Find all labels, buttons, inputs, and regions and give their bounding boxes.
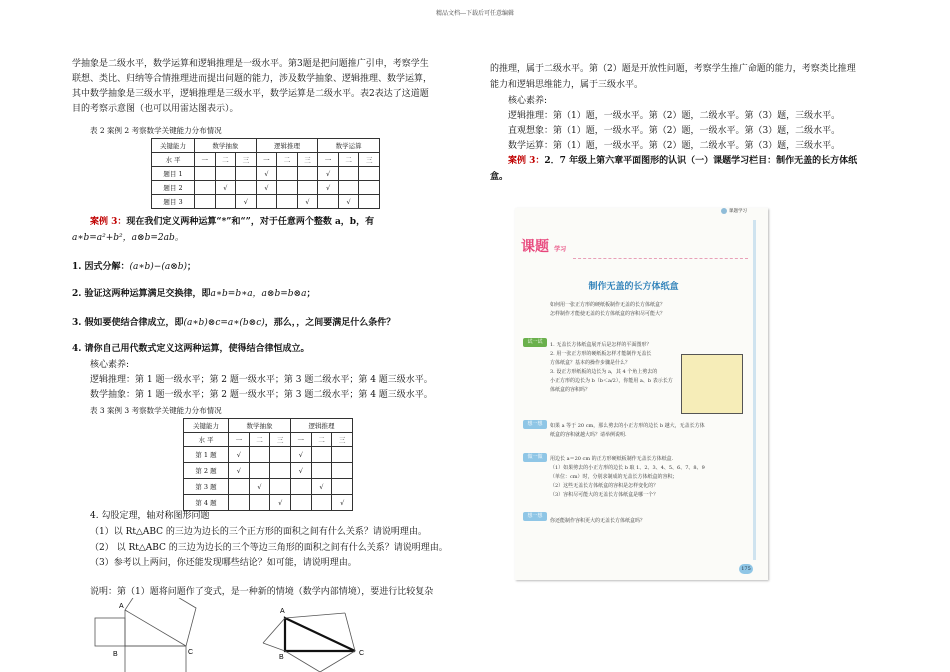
section-3 bbox=[550, 455, 705, 500]
table-row bbox=[152, 195, 380, 209]
badge-subtitle: 学习 bbox=[554, 246, 567, 253]
check-cell bbox=[195, 181, 216, 195]
section-line: 3. 设正方形纸板的边长为 a，其 4 个角上剪去的 bbox=[550, 369, 658, 375]
intro-line: 学抽象是二级水平，数学运算和逻辑推理是一级水平。第3题是把问题推广引申，考察学生 bbox=[72, 59, 429, 69]
table3-level-row bbox=[184, 433, 353, 447]
vertex-label: C bbox=[359, 650, 365, 657]
question-math: a∗b=b∗a，a⊗b=b⊗a bbox=[210, 289, 307, 299]
page-header: 精品文档---下载后可任意编辑 bbox=[435, 10, 515, 17]
icon-label: 做一做 bbox=[527, 454, 543, 460]
question-4: 4. 请你自己用代数式定义这两种运算，使得结合律恒成立。 bbox=[72, 344, 310, 354]
check-cell bbox=[311, 447, 332, 463]
pyth-title: 4. 勾股定理，轴对称图形问题 bbox=[90, 511, 210, 521]
check-cell: √ bbox=[297, 195, 318, 209]
try-icon bbox=[523, 338, 547, 347]
check-cell bbox=[277, 195, 298, 209]
intro-paragraph bbox=[72, 57, 432, 117]
icon-label: 试一试 bbox=[527, 339, 543, 345]
table2-level: 三 bbox=[359, 153, 380, 167]
section-line: （2）这些无盖长方体纸盒的容积是怎样变化的？ bbox=[550, 483, 659, 489]
check-cell bbox=[270, 463, 291, 479]
icon-label: 想一想 bbox=[527, 421, 543, 427]
question-text: 2. 验证这两种运算满足交换律，即 bbox=[72, 289, 211, 299]
square-cardboard bbox=[681, 354, 743, 414]
check-cell bbox=[359, 181, 380, 195]
check-cell: √ bbox=[332, 495, 353, 511]
table2-level: 一 bbox=[318, 153, 339, 167]
vertex-label: C bbox=[188, 649, 194, 656]
equilateral-edge bbox=[320, 651, 355, 672]
check-cell bbox=[332, 463, 353, 479]
question-end: ，那么，，之间要满足什么条件？ bbox=[264, 318, 396, 328]
case3-formula: a∗b=a²+b²，a⊗b=2ab。 bbox=[72, 233, 184, 243]
table2-caption: 表 2 案例 2 考察数学关键能力分布情况 bbox=[90, 126, 222, 135]
pyth-line: （3）参考以上两问，你还能发现哪些结论？如可能，请说明理由。 bbox=[90, 558, 357, 568]
check-cell bbox=[290, 495, 311, 511]
intro-line: 其中数学抽象是三级水平，逻辑推理是三级水平，数学运算是二级水平。表2表达了这道题 bbox=[72, 89, 429, 99]
row-label: 第 2 题 bbox=[184, 463, 229, 479]
check-cell bbox=[215, 195, 236, 209]
row-label: 题目 3 bbox=[152, 195, 195, 209]
section-line: 你还能制作容积更大的无盖长方体纸盒吗？ bbox=[550, 518, 646, 524]
table2-header-cell: 数学抽象 bbox=[195, 139, 257, 153]
icon-label: 想一想 bbox=[527, 513, 543, 519]
check-cell: √ bbox=[256, 181, 277, 195]
table3-level: 二 bbox=[311, 433, 332, 447]
check-cell bbox=[332, 479, 353, 495]
check-cell bbox=[290, 479, 311, 495]
equilateral-edge bbox=[285, 651, 320, 672]
case3-text: 2．7 年级上第六章平面图形的认识（一）课题学习栏目：制作无盖的长方体纸 bbox=[544, 156, 858, 166]
table3-caption: 表 3 案例 3 考察数学关键能力分布情况 bbox=[90, 406, 222, 415]
corner-label: 课题学习 bbox=[729, 209, 747, 214]
check-cell bbox=[297, 167, 318, 181]
right-line: 能力和逻辑思维能力，属于三级水平。 bbox=[490, 80, 644, 90]
check-cell bbox=[332, 447, 353, 463]
table2 bbox=[151, 138, 380, 209]
triangles-figure bbox=[255, 603, 375, 672]
question-1 bbox=[72, 260, 196, 275]
row-label: 第 1 题 bbox=[184, 447, 229, 463]
table3-header-cell: 逻辑推理 bbox=[290, 419, 352, 433]
check-cell bbox=[256, 195, 277, 209]
check-cell bbox=[249, 463, 270, 479]
table3-level: 一 bbox=[290, 433, 311, 447]
section-line: 纸盒的容积就越大吗？请举例说明. bbox=[550, 432, 627, 438]
check-cell bbox=[236, 167, 257, 181]
table3-level: 三 bbox=[332, 433, 353, 447]
check-cell bbox=[229, 479, 250, 495]
badge-title: 课题 bbox=[521, 239, 549, 255]
check-cell bbox=[195, 167, 216, 181]
check-cell: √ bbox=[290, 447, 311, 463]
section-line: （单位：cm）时，分别求制成的无盖长方体纸盒的容积； bbox=[550, 474, 678, 480]
check-cell bbox=[311, 463, 332, 479]
table2-level: 三 bbox=[297, 153, 318, 167]
vertex-label: B bbox=[113, 651, 118, 658]
textbook-title: 制作无盖的长方体纸盒 bbox=[588, 282, 679, 292]
question-math: (a∗b)−(a⊗b) bbox=[129, 262, 188, 272]
row-label: 题目 1 bbox=[152, 167, 195, 181]
table2-level: 一 bbox=[195, 153, 216, 167]
check-cell: √ bbox=[318, 181, 339, 195]
square-shape bbox=[125, 646, 186, 672]
right-core-title: 核心素养: bbox=[508, 96, 548, 106]
pyth-line: （2） 以 Rt△ABC 的三边为边长的三个等边三角形的面积之间有什么关系？请说明理由。 bbox=[90, 543, 448, 553]
check-cell: √ bbox=[215, 181, 236, 195]
intro-text: 如何用一张正方形的硬纸板制作无盖的长方体纸盒？ bbox=[550, 302, 666, 308]
section-line: （1）如果剪去的小正方形的边长 b 取 1、2、3、4、5、6、7、8、9 bbox=[550, 465, 705, 471]
table2-level: 二 bbox=[277, 153, 298, 167]
section-line: 如果 a 等于 20 cm，那么剪去的小正方形的边长 b 越大，无盖长方体 bbox=[550, 423, 705, 429]
right-case3-cont: 盒。 bbox=[490, 172, 509, 182]
check-cell: √ bbox=[338, 195, 359, 209]
check-cell bbox=[270, 479, 291, 495]
section-line: 方体纸盒？基本的操作步骤是什么？ bbox=[550, 360, 631, 366]
table-row bbox=[184, 463, 353, 479]
square-shape bbox=[95, 618, 125, 646]
check-cell bbox=[359, 167, 380, 181]
table3-level: 三 bbox=[270, 433, 291, 447]
section-line: 1. 无盖长方体纸盒展开后是怎样的平面图形？ bbox=[550, 342, 652, 348]
explain-line: 说明：第（1）题将问题作了变式，是一种新的情境（数学内部情境），要进行比较复杂 bbox=[90, 587, 434, 597]
equilateral-edge bbox=[285, 613, 345, 618]
badge-divider bbox=[573, 258, 748, 259]
check-cell bbox=[277, 167, 298, 181]
table-row bbox=[152, 167, 380, 181]
check-cell: √ bbox=[256, 167, 277, 181]
check-cell: √ bbox=[229, 463, 250, 479]
check-cell: √ bbox=[290, 463, 311, 479]
page-edge-bar bbox=[753, 220, 756, 560]
section-4 bbox=[550, 517, 645, 526]
do-icon bbox=[523, 453, 547, 462]
section-1 bbox=[550, 341, 673, 395]
row-label: 第 4 题 bbox=[184, 495, 229, 511]
check-cell: √ bbox=[229, 447, 250, 463]
right-core-line: 数学运算：第（1）题，一级水平。第（2）题，二级水平。第（3）题，三级水平。 bbox=[508, 141, 841, 151]
check-cell bbox=[270, 447, 291, 463]
right-core-line: 直观想象：第（1）题，一级水平。第（2）题，一级水平。第（3）题，二级水平。 bbox=[508, 126, 841, 136]
table-row bbox=[184, 479, 353, 495]
check-cell bbox=[249, 447, 270, 463]
table2-header-cell: 关键能力 bbox=[152, 139, 195, 153]
textbook-intro bbox=[550, 301, 665, 319]
question-end: ； bbox=[306, 289, 316, 299]
case3-label: 案例 3： bbox=[90, 217, 127, 227]
question-3 bbox=[72, 316, 395, 331]
table2-level: 三 bbox=[236, 153, 257, 167]
question-2 bbox=[72, 287, 315, 302]
table3 bbox=[183, 418, 353, 511]
check-cell: √ bbox=[318, 167, 339, 181]
check-cell bbox=[338, 181, 359, 195]
table3-level: 一 bbox=[229, 433, 250, 447]
question-math: (a∗b)⊗c=a∗(b⊗c) bbox=[183, 318, 265, 328]
question-text: 1. 因式分解： bbox=[72, 262, 130, 272]
section-line: 用边长 a＝20 cm 的正方形硬纸板制作无盖长方体纸盒. bbox=[550, 456, 674, 462]
textbook-badge bbox=[521, 236, 566, 256]
core-title: 核心素养: bbox=[90, 360, 130, 370]
circle-icon bbox=[721, 208, 727, 214]
table2-level-label: 水 平 bbox=[152, 153, 195, 167]
check-cell bbox=[249, 495, 270, 511]
check-cell: √ bbox=[249, 479, 270, 495]
section-line: （3）容积尽可能大的无盖长方体纸盒是哪一个？ bbox=[550, 492, 659, 498]
equilateral-edge bbox=[263, 618, 285, 643]
case3-label: 案例 3： bbox=[508, 156, 545, 166]
check-cell: √ bbox=[311, 479, 332, 495]
check-cell bbox=[359, 195, 380, 209]
check-cell bbox=[236, 181, 257, 195]
intro-line: 联想、类比、归纳等合情推理进而提出问题的能力，涉及数学抽象、逻辑推理、数学运算， bbox=[72, 74, 433, 84]
question-end: ； bbox=[187, 262, 197, 272]
vertex-label: A bbox=[119, 603, 124, 610]
check-cell bbox=[277, 181, 298, 195]
table-row bbox=[152, 181, 380, 195]
table2-header-cell: 逻辑推理 bbox=[256, 139, 318, 153]
textbook-corner bbox=[715, 208, 768, 216]
section-line: 小正方形的边长为 b（b＜a/2），你能用 a、b 表示长方 bbox=[550, 378, 673, 384]
right-line: 的推理，属于二级水平。第（2）题是开放性问题，考察学生推广命题的能力，考察类比推理 bbox=[490, 64, 856, 74]
check-cell bbox=[215, 167, 236, 181]
check-cell: √ bbox=[236, 195, 257, 209]
think-icon bbox=[523, 420, 547, 429]
intro-text: 怎样制作才能使无盖的长方体纸盒的容积尽可能大？ bbox=[550, 311, 666, 317]
row-label: 题目 2 bbox=[152, 181, 195, 195]
core-line: 逻辑推理：第 1 题一级水平；第 2 题一级水平；第 3 题二级水平；第 4 题三级水平。 bbox=[90, 375, 433, 385]
table3-header-cell: 关键能力 bbox=[184, 419, 229, 433]
equilateral-edge bbox=[263, 643, 285, 651]
case3-line bbox=[90, 215, 374, 230]
case3-text: 现在我们定义两种运算“*”和“”，对于任意两个整数 a，b，有 bbox=[126, 217, 375, 227]
table2-level-row bbox=[152, 153, 380, 167]
textbook-page bbox=[515, 208, 768, 580]
core-line: 数学抽象：第 1 题一级水平；第 2 题一级水平；第 3 题二级水平；第 4 题三级水平。 bbox=[90, 390, 433, 400]
section-line: 体纸盒的容积吗？ bbox=[550, 387, 591, 393]
table3-header-cell: 数学抽象 bbox=[229, 419, 291, 433]
hypotenuse-line bbox=[125, 610, 186, 646]
table2-level: 二 bbox=[215, 153, 236, 167]
section-line: 2. 用一张正方形的硬纸板怎样才能制作无盖长 bbox=[550, 351, 652, 357]
right-case3-line bbox=[508, 154, 857, 169]
row-label: 第 3 题 bbox=[184, 479, 229, 495]
page-number: 175 bbox=[741, 566, 751, 572]
equilateral-edge bbox=[345, 613, 355, 651]
check-cell bbox=[195, 195, 216, 209]
table2-header-cell: 数学运算 bbox=[318, 139, 380, 153]
table2-level: 一 bbox=[256, 153, 277, 167]
table3-level: 二 bbox=[249, 433, 270, 447]
table3-level-label: 水 平 bbox=[184, 433, 229, 447]
check-cell bbox=[338, 167, 359, 181]
table2-level: 二 bbox=[338, 153, 359, 167]
right-core-line: 逻辑推理：第（1）题，一级水平。第（2）题，二级水平。第（3）题，三级水平。 bbox=[508, 111, 841, 121]
think-icon bbox=[523, 512, 547, 521]
check-cell bbox=[311, 495, 332, 511]
vertex-label: B bbox=[279, 654, 284, 661]
pyth-line: （1）以 Rt△ABC 的三边为边长的三个正方形的面积之间有什么关系？请说明理由。 bbox=[90, 527, 427, 537]
table-row bbox=[184, 447, 353, 463]
squares-figure bbox=[86, 598, 206, 672]
vertex-label: A bbox=[280, 608, 285, 615]
check-cell bbox=[297, 181, 318, 195]
question-text: 3. 假如要使结合律成立，即 bbox=[72, 318, 184, 328]
intro-line: 目的考察示意图（也可以用雷达图表示）。 bbox=[72, 104, 239, 114]
section-2 bbox=[550, 422, 705, 440]
page-number-badge bbox=[739, 564, 753, 574]
check-cell: √ bbox=[270, 495, 291, 511]
check-cell bbox=[229, 495, 250, 511]
check-cell bbox=[318, 195, 339, 209]
right-triangle-shape bbox=[285, 618, 355, 651]
square-shape bbox=[125, 598, 196, 646]
